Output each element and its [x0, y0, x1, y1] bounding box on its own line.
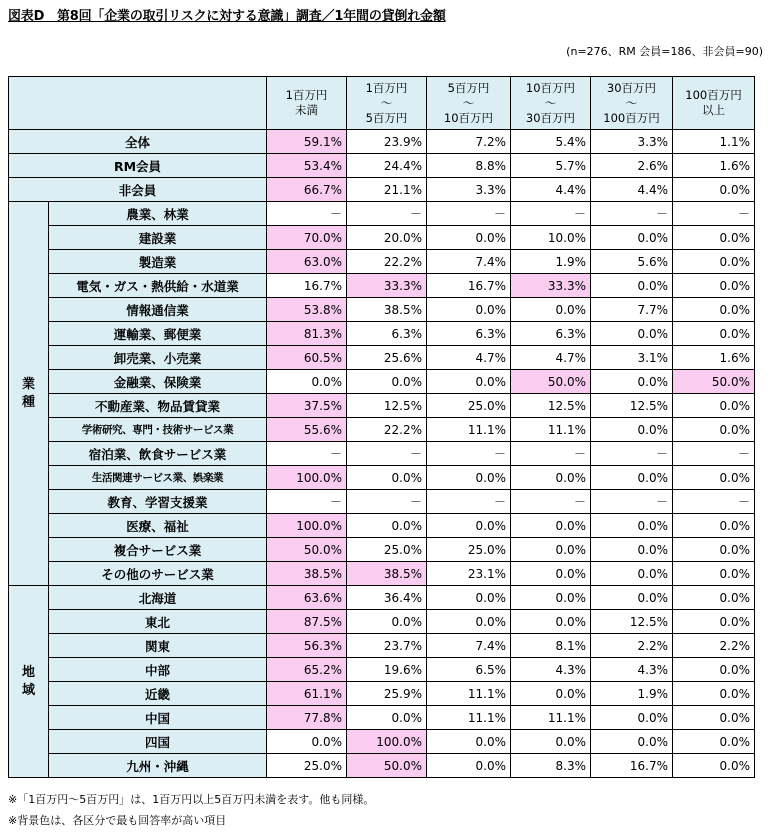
row-label: 建設業: [49, 226, 267, 250]
table-cell: 0.0%: [673, 538, 755, 562]
table-cell: 0.0%: [427, 586, 511, 610]
row-label: 宿泊業、飲食サービス業: [49, 442, 267, 466]
table-row: [9, 442, 755, 466]
table-cell: 25.0%: [427, 394, 511, 418]
table-row: [9, 394, 755, 418]
table-cell: 0.0%: [511, 730, 591, 754]
table-cell: 37.5%: [267, 394, 347, 418]
table-cell: 7.7%: [591, 298, 673, 322]
row-label: 全体: [9, 130, 267, 154]
table-cell: 10.0%: [511, 226, 591, 250]
table-cell: 0.0%: [591, 562, 673, 586]
table-cell: 0.0%: [427, 610, 511, 634]
row-label: 運輸業、郵便業: [49, 322, 267, 346]
table-cell: 0.0%: [591, 514, 673, 538]
table-cell: －: [267, 202, 347, 226]
table-cell: 70.0%: [267, 226, 347, 250]
table-row: [9, 322, 755, 346]
table-cell: 0.0%: [673, 730, 755, 754]
table-cell: 38.5%: [347, 562, 427, 586]
table-cell: 66.7%: [267, 178, 347, 202]
table-cell: 12.5%: [591, 610, 673, 634]
table-cell: 3.3%: [591, 130, 673, 154]
table-cell: －: [347, 490, 427, 514]
row-label: 生活関連サービス業、娯楽業: [49, 466, 267, 490]
table-row: [9, 298, 755, 322]
table-cell: 5.7%: [511, 154, 591, 178]
table-cell: 23.1%: [427, 562, 511, 586]
table-cell: 1.1%: [673, 130, 755, 154]
table-cell: 0.0%: [511, 466, 591, 490]
table-cell: 0.0%: [511, 610, 591, 634]
table-cell: 12.5%: [511, 394, 591, 418]
table-cell: 77.8%: [267, 706, 347, 730]
table-cell: 0.0%: [673, 274, 755, 298]
table-cell: 7.4%: [427, 250, 511, 274]
table-cell: 1.9%: [511, 250, 591, 274]
table-cell: 0.0%: [591, 730, 673, 754]
table-cell: 0.0%: [673, 394, 755, 418]
column-header: [591, 77, 673, 130]
table-cell: 4.4%: [511, 178, 591, 202]
column-header: [511, 77, 591, 130]
table-row: [9, 154, 755, 178]
table-cell: 0.0%: [267, 730, 347, 754]
table-row: [9, 130, 755, 154]
row-label: 関東: [49, 634, 267, 658]
table-cell: 0.0%: [673, 178, 755, 202]
row-label: 電気・ガス・熱供給・水道業: [49, 274, 267, 298]
table-cell: 11.1%: [427, 418, 511, 442]
table-cell: 0.0%: [673, 586, 755, 610]
table-cell: 100.0%: [267, 466, 347, 490]
table-cell: 50.0%: [347, 754, 427, 778]
table-cell: 0.0%: [591, 466, 673, 490]
table-cell: 0.0%: [511, 562, 591, 586]
table-row: [9, 418, 755, 442]
table-cell: 2.6%: [591, 154, 673, 178]
row-label: その他のサービス業: [49, 562, 267, 586]
table-cell: 81.3%: [267, 322, 347, 346]
table-cell: 4.7%: [427, 346, 511, 370]
table-cell: 0.0%: [591, 322, 673, 346]
table-cell: 25.9%: [347, 682, 427, 706]
table-row: [9, 370, 755, 394]
column-header-label: 30百万円 ～ 100百万円: [603, 80, 660, 125]
bad-debt-table: [8, 76, 755, 778]
table-cell: 0.0%: [347, 514, 427, 538]
table-cell: 0.0%: [673, 754, 755, 778]
table-cell: 0.0%: [427, 226, 511, 250]
row-label: 近畿: [49, 682, 267, 706]
column-header-label: 10百万円 ～ 30百万円: [525, 80, 576, 125]
table-cell: 6.5%: [427, 658, 511, 682]
row-label: 東北: [49, 610, 267, 634]
table-cell: 61.1%: [267, 682, 347, 706]
table-cell: 0.0%: [427, 754, 511, 778]
table-row: [9, 346, 755, 370]
table-cell: 0.0%: [673, 682, 755, 706]
table-cell: 0.0%: [673, 610, 755, 634]
table-cell: 0.0%: [591, 586, 673, 610]
table-cell: －: [511, 490, 591, 514]
table-cell: 8.1%: [511, 634, 591, 658]
table-cell: －: [427, 442, 511, 466]
table-cell: －: [511, 202, 591, 226]
table-cell: 8.8%: [427, 154, 511, 178]
table-cell: 0.0%: [673, 322, 755, 346]
table-cell: 60.5%: [267, 346, 347, 370]
table-cell: 0.0%: [511, 586, 591, 610]
row-label: 製造業: [49, 250, 267, 274]
footnote-highlight: ※背景色は、各区分で最も回答率が高い項目: [8, 814, 227, 827]
sample-size-note: (n=276、RM 会員=186、非会員=90): [566, 45, 763, 58]
column-header: [267, 77, 347, 130]
table-cell: －: [591, 442, 673, 466]
footnotes: [8, 789, 374, 831]
table-cell: 53.4%: [267, 154, 347, 178]
table-cell: 25.0%: [427, 538, 511, 562]
table-cell: 6.3%: [347, 322, 427, 346]
table-cell: －: [427, 202, 511, 226]
table-row: [9, 682, 755, 706]
table-cell: 0.0%: [591, 418, 673, 442]
table-cell: 20.0%: [347, 226, 427, 250]
table-cell: －: [673, 202, 755, 226]
row-label: 卸売業、小売業: [49, 346, 267, 370]
table-cell: 0.0%: [347, 466, 427, 490]
table-cell: 0.0%: [673, 250, 755, 274]
table-cell: 1.6%: [673, 154, 755, 178]
table-row: [9, 706, 755, 730]
table-cell: 0.0%: [673, 466, 755, 490]
table-cell: 0.0%: [591, 274, 673, 298]
table-cell: 0.0%: [673, 706, 755, 730]
table-cell: 16.7%: [427, 274, 511, 298]
table-row: [9, 274, 755, 298]
table-cell: 4.7%: [511, 346, 591, 370]
group-label: 業 種: [9, 202, 49, 586]
row-label: 学術研究、専門・技術サービス業: [49, 418, 267, 442]
table-cell: 63.6%: [267, 586, 347, 610]
table-cell: 0.0%: [591, 538, 673, 562]
table-cell: 50.0%: [267, 538, 347, 562]
table-row: [9, 514, 755, 538]
table-cell: 16.7%: [591, 754, 673, 778]
table-cell: 50.0%: [511, 370, 591, 394]
table-cell: －: [267, 490, 347, 514]
table-cell: 50.0%: [673, 370, 755, 394]
table-cell: 25.0%: [267, 754, 347, 778]
table-cell: －: [591, 202, 673, 226]
column-header-label: 1百万円 ～ 5百万円: [365, 80, 408, 125]
table-cell: 24.4%: [347, 154, 427, 178]
table-cell: －: [673, 442, 755, 466]
table-cell: 0.0%: [511, 538, 591, 562]
row-label: 四国: [49, 730, 267, 754]
table-cell: 23.7%: [347, 634, 427, 658]
row-label: 非会員: [9, 178, 267, 202]
table-cell: 0.0%: [673, 562, 755, 586]
table-row: [9, 610, 755, 634]
table-cell: 5.6%: [591, 250, 673, 274]
table-cell: 1.6%: [673, 346, 755, 370]
column-header-label: 100百万円 以上: [685, 88, 742, 117]
header-row: [9, 77, 755, 130]
table-row: [9, 538, 755, 562]
header-corner: [9, 77, 267, 130]
table-cell: 7.4%: [427, 634, 511, 658]
table-cell: 12.5%: [591, 394, 673, 418]
table-cell: 0.0%: [673, 514, 755, 538]
table-cell: －: [347, 442, 427, 466]
table-cell: 11.1%: [511, 706, 591, 730]
row-label: 金融業、保険業: [49, 370, 267, 394]
row-label: 中部: [49, 658, 267, 682]
table-cell: 0.0%: [427, 370, 511, 394]
table-cell: 53.8%: [267, 298, 347, 322]
table-cell: 38.5%: [267, 562, 347, 586]
table-cell: 16.7%: [267, 274, 347, 298]
column-header-label: 5百万円 ～ 10百万円: [443, 80, 494, 125]
table-cell: 100.0%: [267, 514, 347, 538]
table-row: [9, 730, 755, 754]
table-cell: 0.0%: [427, 514, 511, 538]
table-cell: 4.4%: [591, 178, 673, 202]
row-label: 教育、学習支援業: [49, 490, 267, 514]
table-row: [9, 250, 755, 274]
table-cell: 56.3%: [267, 634, 347, 658]
table-row: [9, 466, 755, 490]
table-cell: 87.5%: [267, 610, 347, 634]
table-cell: －: [673, 490, 755, 514]
table-cell: 4.3%: [591, 658, 673, 682]
table-row: [9, 658, 755, 682]
table-cell: 33.3%: [347, 274, 427, 298]
table-cell: －: [427, 490, 511, 514]
table-cell: 65.2%: [267, 658, 347, 682]
column-header: [347, 77, 427, 130]
table-cell: 0.0%: [511, 514, 591, 538]
table-cell: 0.0%: [427, 466, 511, 490]
table-cell: 3.3%: [427, 178, 511, 202]
table-cell: 23.9%: [347, 130, 427, 154]
column-header: [427, 77, 511, 130]
table-cell: 11.1%: [427, 706, 511, 730]
table-row: [9, 178, 755, 202]
table-cell: 22.2%: [347, 418, 427, 442]
table-cell: 22.2%: [347, 250, 427, 274]
table-cell: 5.4%: [511, 130, 591, 154]
table-cell: 1.9%: [591, 682, 673, 706]
table-cell: 0.0%: [347, 706, 427, 730]
table-cell: 3.1%: [591, 346, 673, 370]
table-cell: 0.0%: [511, 682, 591, 706]
table-cell: 38.5%: [347, 298, 427, 322]
table-cell: 25.6%: [347, 346, 427, 370]
row-label: 中国: [49, 706, 267, 730]
table-cell: －: [511, 442, 591, 466]
table-cell: 21.1%: [347, 178, 427, 202]
table-cell: 8.3%: [511, 754, 591, 778]
table-cell: －: [347, 202, 427, 226]
table-cell: 0.0%: [673, 226, 755, 250]
table-cell: 55.6%: [267, 418, 347, 442]
table-cell: 11.1%: [427, 682, 511, 706]
table-cell: 2.2%: [591, 634, 673, 658]
row-label: 不動産業、物品賃貸業: [49, 394, 267, 418]
table-row: [9, 754, 755, 778]
table-cell: 0.0%: [427, 298, 511, 322]
table-row: [9, 562, 755, 586]
table-row: [9, 202, 755, 226]
row-label: 九州・沖縄: [49, 754, 267, 778]
table-cell: 0.0%: [511, 298, 591, 322]
table-cell: 0.0%: [673, 418, 755, 442]
row-label: RM会員: [9, 154, 267, 178]
row-label: 複合サービス業: [49, 538, 267, 562]
table-row: [9, 226, 755, 250]
row-label: 医療、福祉: [49, 514, 267, 538]
column-header-label: 1百万円 未満: [285, 88, 328, 117]
group-label: 地 域: [9, 586, 49, 778]
footnote-range: ※「1百万円～5百万円」は、1百万円以上5百万円未満を表す。他も同様。: [8, 793, 375, 806]
table-cell: 6.3%: [511, 322, 591, 346]
table-cell: 36.4%: [347, 586, 427, 610]
table-cell: 11.1%: [511, 418, 591, 442]
row-label: 農業、林業: [49, 202, 267, 226]
table-cell: 0.0%: [591, 706, 673, 730]
table-cell: 7.2%: [427, 130, 511, 154]
row-label: 北海道: [49, 586, 267, 610]
table-cell: 0.0%: [591, 226, 673, 250]
table-cell: 12.5%: [347, 394, 427, 418]
table-cell: 100.0%: [347, 730, 427, 754]
table-cell: 0.0%: [347, 610, 427, 634]
page-title: 図表D 第8回「企業の取引リスクに対する意識」調査／1年間の貸倒れ金額: [8, 9, 446, 24]
table-row: [9, 586, 755, 610]
table-cell: 33.3%: [511, 274, 591, 298]
table-row: [9, 490, 755, 514]
table-cell: 25.0%: [347, 538, 427, 562]
table-cell: 0.0%: [673, 298, 755, 322]
table-cell: 4.3%: [511, 658, 591, 682]
table-cell: 59.1%: [267, 130, 347, 154]
table-cell: 0.0%: [427, 730, 511, 754]
row-label: 情報通信業: [49, 298, 267, 322]
column-header: [673, 77, 755, 130]
table-cell: －: [267, 442, 347, 466]
table-cell: 0.0%: [591, 370, 673, 394]
table-cell: 2.2%: [673, 634, 755, 658]
table-row: [9, 634, 755, 658]
table-cell: 0.0%: [347, 370, 427, 394]
table-cell: 6.3%: [427, 322, 511, 346]
table-cell: 0.0%: [673, 658, 755, 682]
table-cell: 0.0%: [267, 370, 347, 394]
table-cell: －: [591, 490, 673, 514]
table-cell: 63.0%: [267, 250, 347, 274]
table-cell: 19.6%: [347, 658, 427, 682]
